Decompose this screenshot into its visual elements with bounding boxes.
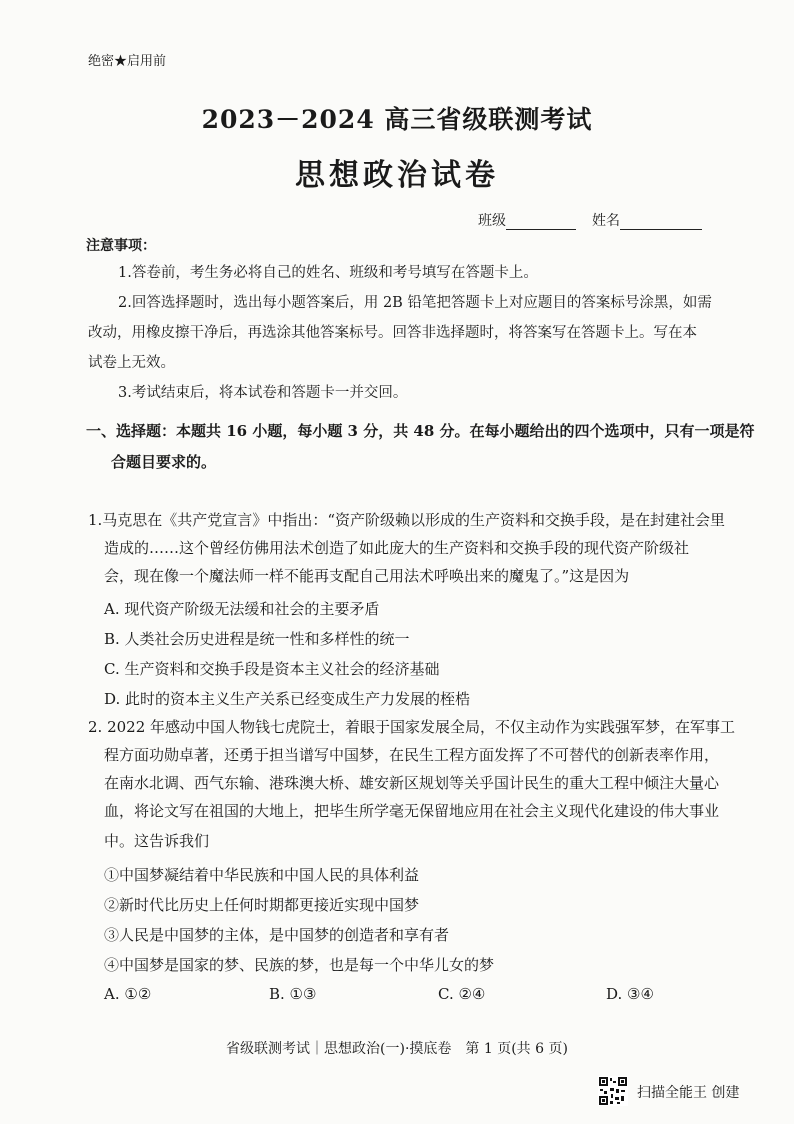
question-2-stem-line-4: 血，将论文写在祖国的大地上，把毕生所学毫无保留地应用在社会主义现代化建设的伟大事业 xyxy=(104,802,720,820)
question-2-stem-line-2: 程方面功勋卓著，还勇于担当谱写中国梦，在民生工程方面发挥了不可替代的创新表率作用， xyxy=(104,746,720,764)
question-2-stem-line-5: 中。这告诉我们 xyxy=(104,832,210,850)
qr-code-icon xyxy=(598,1076,628,1106)
question-1-option-c: C. 生产资料和交换手段是资本主义社会的经济基础 xyxy=(104,660,440,678)
scanner-watermark: 扫描全能王 创建 xyxy=(637,1085,740,1101)
notice-heading: 注意事项： xyxy=(86,238,156,254)
question-1-stem-line-3: 会，现在像一个魔法师一样不能再支配自己用法术呼唤出来的魔鬼了。”这是因为 xyxy=(104,567,630,585)
name-label: 姓名 xyxy=(592,213,620,229)
question-2-stem-line-3: 在南水北调、西气东输、港珠澳大桥、雄安新区规划等关乎国计民生的重大工程中倾注大量心 xyxy=(104,774,720,792)
question-2-option-d: D. ③④ xyxy=(606,985,654,1003)
question-1-option-b: B. 人类社会历史进程是统一性和多样性的统一 xyxy=(104,630,410,648)
question-1-option-a: A. 现代资产阶级无法缓和社会的主要矛盾 xyxy=(104,600,380,618)
question-2-option-c: C. ②④ xyxy=(438,985,486,1003)
class-label: 班级 xyxy=(478,213,506,229)
question-1-option-d: D. 此时的资本主义生产关系已经变成生产力发展的桎梏 xyxy=(104,690,471,708)
question-1-stem-line-2: 造成的……这个曾经仿佛用法术创造了如此庞大的生产资料和交换手段的现代资产阶级社 xyxy=(104,539,690,557)
question-1-stem-line-1: 1.马克思在《共产党宣言》中指出：“资产阶级赖以形成的生产资料和交换手段，是在封建社会里 xyxy=(88,511,725,529)
question-2-statement-1: ①中国梦凝结着中华民族和中国人民的具体利益 xyxy=(104,866,420,884)
confidential-label: 绝密★启用前 xyxy=(88,54,167,69)
notice-item-2-line-3: 试卷上无效。 xyxy=(88,355,175,371)
question-2-statement-3: ③人民是中国梦的主体，是中国梦的创造者和享有者 xyxy=(104,926,450,944)
notice-item-3: 3.考试结束后，将本试卷和答题卡一并交回。 xyxy=(118,385,408,401)
section-heading-line-2: 合题目要求的。 xyxy=(111,453,217,471)
notice-item-1: 1.答卷前，考生务必将自己的姓名、班级和考号填写在答题卡上。 xyxy=(118,265,538,281)
question-2-statement-4: ④中国梦是国家的梦、民族的梦，也是每一个中华儿女的梦 xyxy=(104,956,495,974)
exam-subject-title: 思想政治试卷 xyxy=(295,158,499,193)
notice-item-2-line-1: 2.回答选择题时，选出每小题答案后，用 2B 铅笔把答题卡上对应题目的答案标号涂黑，如需 xyxy=(118,295,712,311)
question-2-stem-line-1: 2. 2022 年感动中国人物钱七虎院士，着眼于国家发展全局，不仅主动作为实践强军梦，在军事工 xyxy=(88,718,736,736)
notice-item-2-line-2: 改动，用橡皮擦干净后，再选涂其他答案标号。回答非选择题时，将答案写在答题卡上。写在本 xyxy=(88,325,697,341)
question-2-option-b: B. ①③ xyxy=(269,985,317,1003)
question-2-option-a: A. ①② xyxy=(104,985,152,1003)
class-name-row xyxy=(478,210,702,230)
question-2-statement-2: ②新时代比历史上任何时期都更接近实现中国梦 xyxy=(104,896,420,914)
exam-title: 2023－2024 高三省级联测考试 xyxy=(201,105,593,134)
section-heading-line-1: 一、选择题：本题共 16 小题，每小题 3 分，共 48 分。在每小题给出的四个选项中，只有一项是符 xyxy=(86,422,755,440)
class-blank xyxy=(506,215,576,230)
name-blank xyxy=(620,215,702,230)
page-footer: 省级联测考试｜思想政治(一)·摸底卷 第 1 页(共 6 页) xyxy=(226,1041,568,1057)
